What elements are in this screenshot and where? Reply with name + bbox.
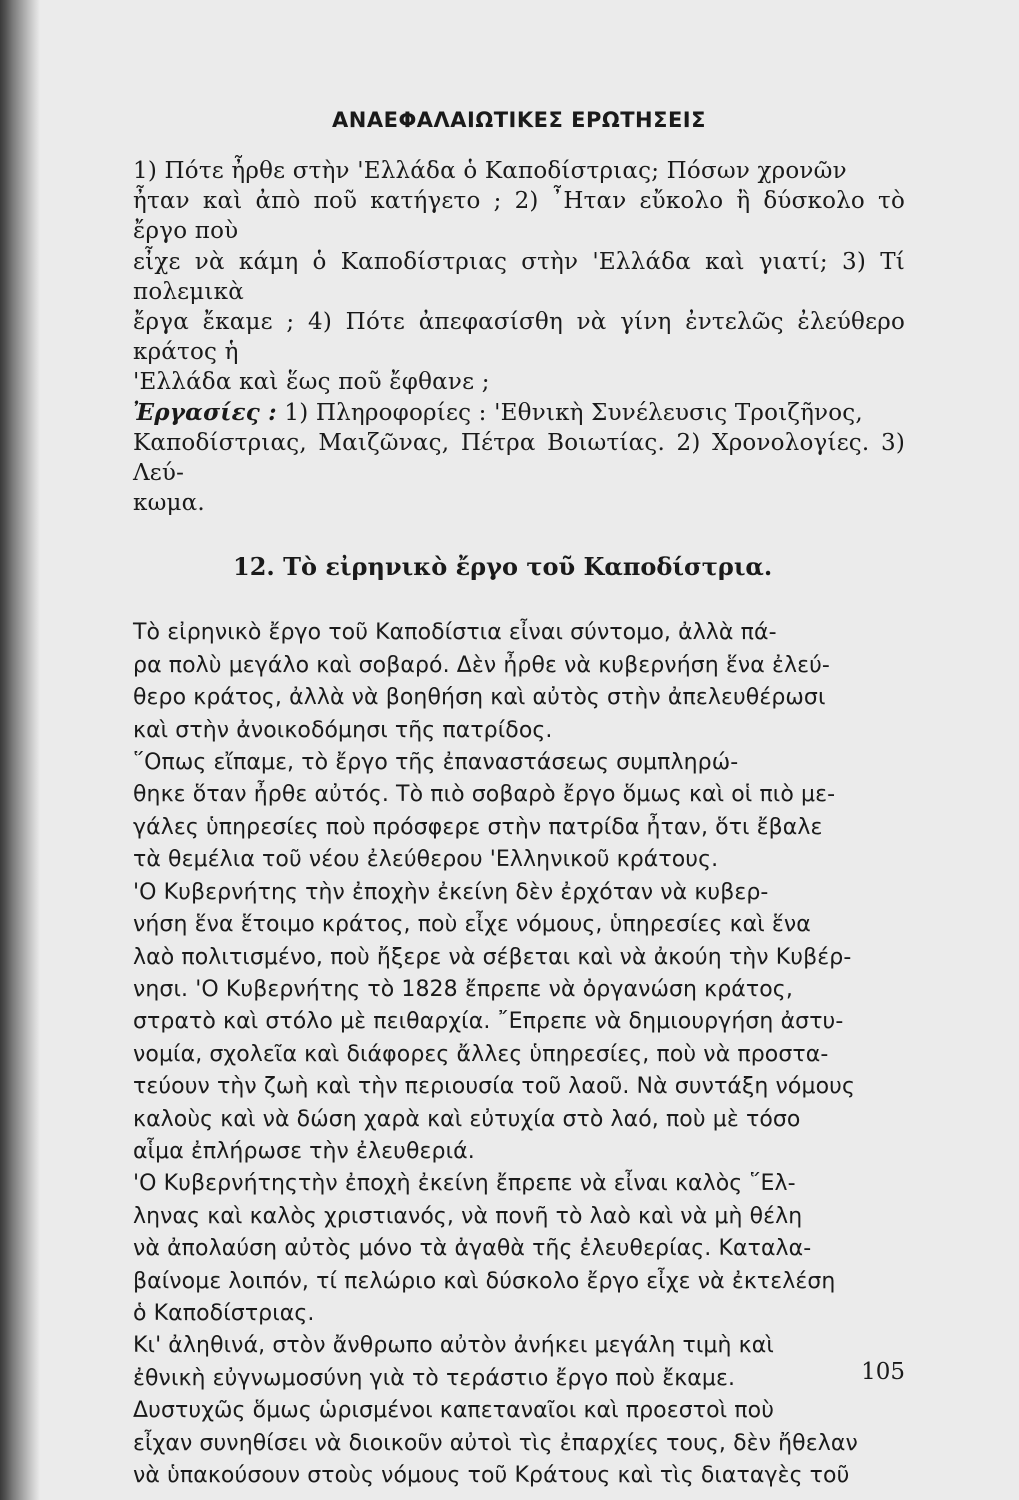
body-line: βαίνομε λοιπόν, τί πελώριο καὶ δύσκολο ἔργο εἶχε νὰ ἐκτελέση [133,1268,836,1294]
tasks-line: κωμα. [133,490,205,517]
body-line: αἷμα ἐπλήρωσε τὴν ἐλευθεριά. [133,1138,475,1164]
page-number: 105 [861,1359,905,1385]
body-line: νὰ ἀπολαύση αὐτὸς μόνο τὰ ἀγαθὰ τῆς ἐλευθερίας. Καταλα- [133,1236,812,1262]
body-line: Τὸ εἰρηνικὸ ἔργο τοῦ Καποδίστια εἶναι σύντομο, ἀλλὰ πά- [133,620,777,646]
body-line: τεύουν τὴν ζωὴ καὶ τὴν περιουσία τοῦ λαοῦ. Νὰ συντάξη νόμους [133,1074,855,1100]
book-binding-shadow [0,0,40,1500]
body-line: στρατὸ καὶ στόλο μὲ πειθαρχία. ῎Επρεπε νὰ δημιουργήση ἀστυ- [133,1009,844,1035]
section-heading: ΑΝΑΕΦΑΛΑΙΩΤΙΚΕΣ ΕΡΩΤΗΣΕΙΣ [332,108,706,132]
tasks-block [133,398,905,519]
question-line: ἔργα ἔκαμε ; 4) Πότε ἀπεφασίσθη νὰ γίνη ἐντελῶς ἐλεύθερο κράτος ἡ [133,309,905,366]
question-line: 1) Πότε ἦρθε στὴν 'Ελλάδα ὁ Καποδίστριας; Πόσων χρονῶν [133,158,847,184]
body-line: θηκε ὅταν ἦρθε αὐτός. Τὸ πιὸ σοβαρὸ ἔργο ὅμως καὶ οἱ πιὸ με- [133,782,836,808]
body-line: Κι' ἀληθινά, στὸν ἄνθρωπο αὐτὸν ἀνήκει μεγάλη τιμὴ καὶ [133,1333,774,1359]
body-line: ρα πολὺ μεγάλο καὶ σοβαρό. Δὲν ἦρθε νὰ κυβερνήση ἕνα ἐλεύ- [133,652,830,678]
body-line: καλοὺς καὶ νὰ δώση χαρὰ καὶ εὐτυχία στὸ λαό, ποὺ μὲ τόσο [133,1106,801,1132]
body-line: νησι. 'Ο Κυβερνήτης τὸ 1828 ἔπρεπε νὰ ὀργανώση κράτος, [133,976,793,1002]
body-line: εἶχαν συνηθίσει νὰ διοικοῦν αὐτοὶ τὶς ἐπαρχίες τους, δὲν ἤθελαν [133,1430,858,1456]
tasks-label: Ἐργασίες : [133,398,277,426]
question-line: 'Ελλάδα καὶ ἕως ποῦ ἔφθανε ; [133,369,490,396]
body-line: νήση ἕνα ἕτοιμο κράτος, ποὺ εἶχε νόμους, ὑπηρεσίες καὶ ἕνα [133,912,811,938]
body-line: 'Ο Κυβερνήτηςτὴν ἐποχὴ ἐκείνη ἔπρεπε νὰ εἶναι καλὸς ῞Ελ- [133,1171,796,1197]
body-line: ἐθνικὴ εὐγνωμοσύνη γιὰ τὸ τεράστιο ἔργο ποὺ ἔκαμε. [133,1365,736,1391]
body-line: γάλες ὑπηρεσίες ποὺ πρόσφερε στὴν πατρίδα ἦταν, ὅτι ἔβαλε [133,814,823,840]
body-line: θερο κράτος, ἀλλὰ νὰ βοηθήση καὶ αὐτὸς στὴν ἀπελευθέρωσι [133,685,826,711]
chapter-title: 12. Τὸ εἰρηνικὸ ἔργο τοῦ Καποδίστρια. [233,552,773,582]
body-line: ληνας καὶ καλὸς χριστιανός, νὰ πονῆ τὸ λαὸ καὶ νὰ μὴ θέλη [133,1203,803,1229]
body-line: ῞Οπως εἴπαμε, τὸ ἔργο τῆς ἐπαναστάσεως συμπληρώ- [133,750,739,776]
tasks-line: 1) Πληροφορίες : 'Εθνικὴ Συνέλευσις Τροιζῆνος, [276,399,863,426]
body-line: ὁ Καποδίστριας. [133,1300,315,1326]
body-line: λαὸ πολιτισμένο, ποὺ ἤξερε νὰ σέβεται καὶ νὰ ἀκούη τὴν Κυβέρ- [133,944,852,970]
review-questions [133,156,905,398]
body-line: νομία, σχολεῖα καὶ διάφορες ἄλλες ὑπηρεσίες, ποὺ νὰ προστα- [133,1041,829,1067]
body-line: τὰ θεμέλια τοῦ νέου ἐλεύθερου 'Ελληνικοῦ κράτους. [133,847,719,873]
body-line: νὰ ὑπακούσουν στοὺς νόμους τοῦ Κράτους καὶ τὶς διαταγὲς τοῦ [133,1463,850,1488]
body-line: Δυστυχῶς ὅμως ὡρισμένοι καπεταναῖοι καὶ προεστοὶ ποὺ [133,1398,775,1424]
tasks-line: Καποδίστριας, Μαιζῶνας, Πέτρα Βοιωτίας. 2) Χρονολογίες. 3) Λεύ- [133,429,905,487]
page-content [133,100,905,1492]
question-line: εἶχε νὰ κάμη ὁ Καποδίστριας στὴν 'Ελλάδα καὶ γιατί; 3) Τί πολεμικὰ [133,248,905,305]
chapter-body [133,617,905,1492]
question-line: ἦταν καὶ ἀπὸ ποῦ κατήγετο ; 2) ῏Ηταν εὔκολο ἢ δύσκολο τὸ ἔργο ποὺ [133,188,905,245]
body-line: καὶ στὴν ἀνοικοδόμησι τῆς πατρίδος. [133,717,553,743]
body-line: 'Ο Κυβερνήτης τὴν ἐποχὴν ἐκείνη δὲν ἐρχόταν νὰ κυβερ- [133,879,769,905]
